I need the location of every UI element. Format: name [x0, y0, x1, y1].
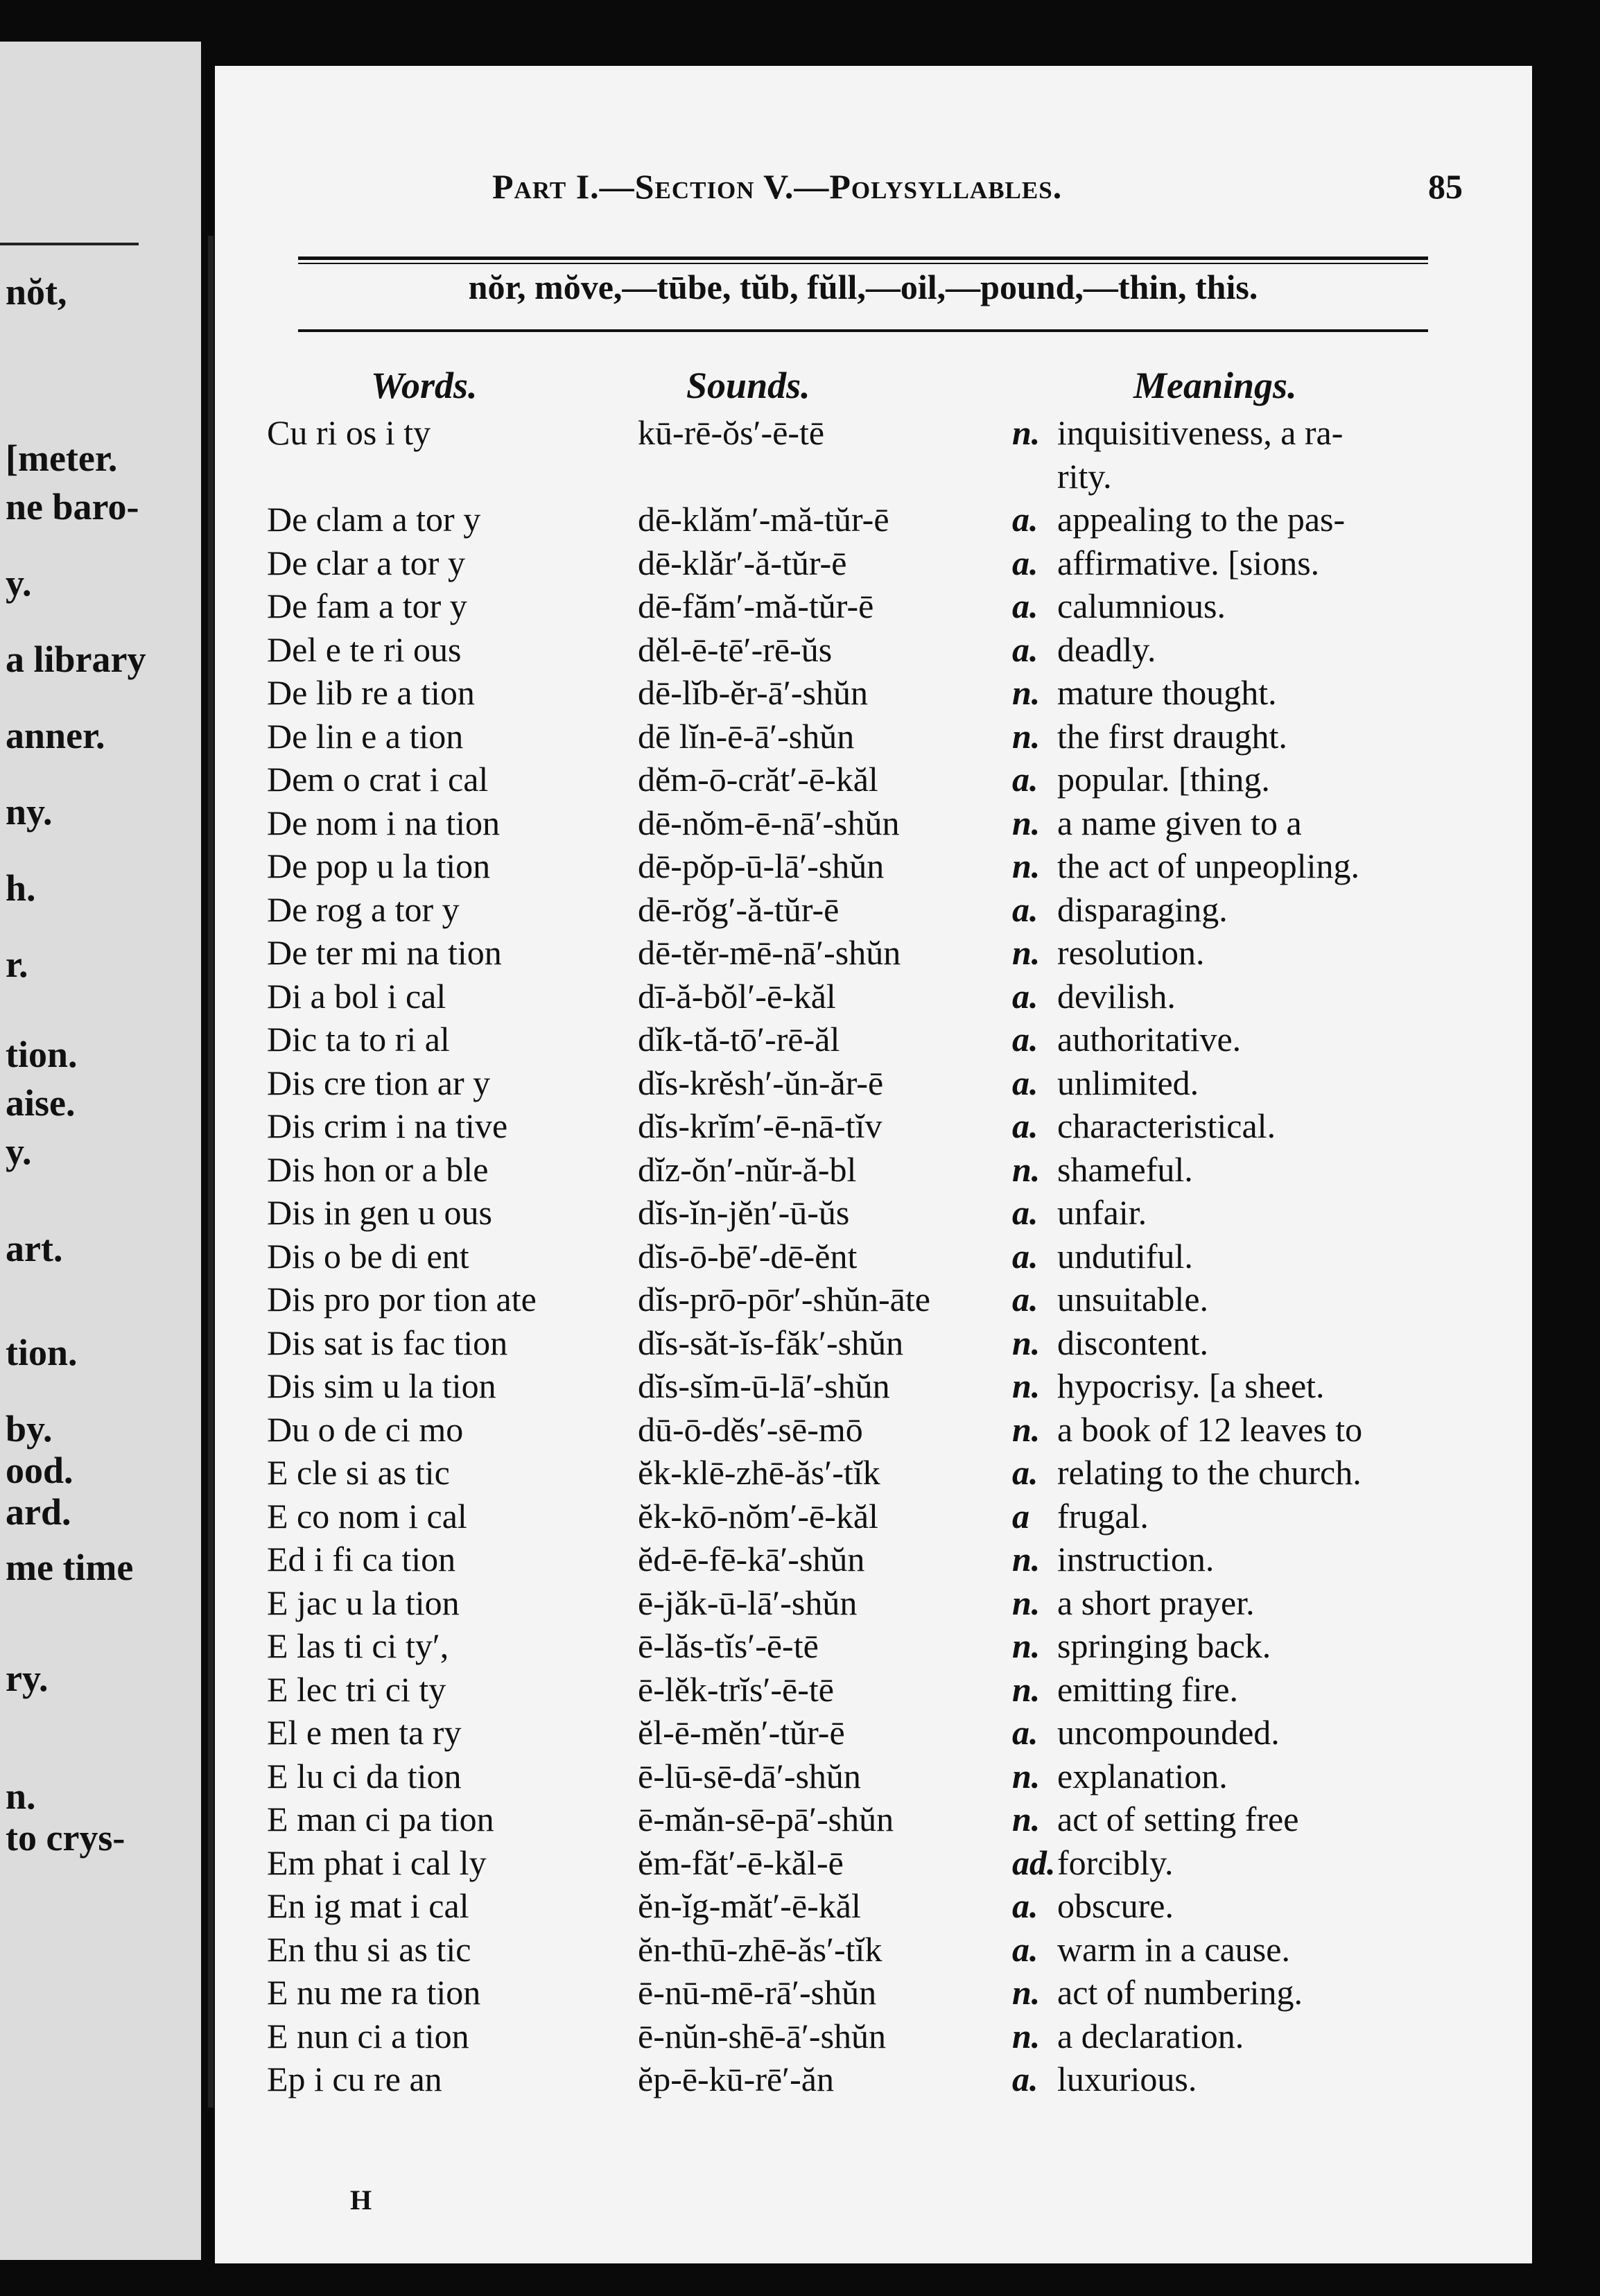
binding-edge: [208, 236, 214, 2107]
top-rule-thin: [298, 263, 1428, 264]
word-entry: [215, 1452, 1532, 1496]
entry-sound: ĕd-ē-fē-kā′-shŭn: [638, 1540, 865, 1578]
entry-part-of-speech: n.: [1012, 1756, 1041, 1795]
entry-word: Dis sat is fac tion: [267, 1323, 508, 1362]
entry-word: El e men ta ry: [267, 1713, 462, 1752]
entry-sound: ē-lū-sē-dā′-shŭn: [638, 1756, 861, 1795]
entry-word: E nu me ra tion: [267, 1973, 481, 2012]
entry-sound: dĭz-ŏn′-nŭr-ă-bl: [638, 1149, 857, 1189]
entry-part-of-speech: a.: [1012, 543, 1038, 582]
facing-page-fragment: by.: [6, 1408, 53, 1450]
entry-part-of-speech: a.: [1012, 1236, 1038, 1276]
entry-word: Dic ta to ri al: [267, 1020, 450, 1059]
entry-meaning: springing back.: [1057, 1626, 1271, 1665]
entry-sound: dī-ă-bŏl′-ē-kăl: [638, 976, 836, 1016]
entry-word: Em phat i cal ly: [267, 1843, 487, 1882]
entry-part-of-speech: a.: [1012, 889, 1038, 929]
facing-page-fragment: r.: [6, 943, 28, 985]
entry-sound: dĕm-ō-crăt′-ē-kăl: [638, 760, 878, 799]
entry-part-of-speech: a.: [1012, 1193, 1038, 1232]
entry-word: Dis in gen u ous: [267, 1193, 492, 1232]
entry-sound: dĭk-tă-tō′-rē-ăl: [638, 1020, 840, 1059]
facing-page-fragment: a library: [6, 638, 146, 680]
entry-sound: ē-nŭn-shē-ā′-shŭn: [638, 2016, 887, 2055]
entry-meaning: relating to the church.: [1057, 1453, 1362, 1492]
entry-part-of-speech: ad.: [1012, 1843, 1056, 1882]
running-head: [492, 166, 1463, 222]
facing-page-fragment: ard.: [6, 1491, 71, 1533]
entry-meaning: forcibly.: [1057, 1843, 1174, 1882]
word-entry: [215, 629, 1532, 673]
entry-meaning: obscure.: [1057, 1886, 1174, 1925]
entry-word: Dis sim u la tion: [267, 1366, 496, 1405]
entry-meaning: a declaration.: [1057, 2016, 1244, 2055]
entry-meaning: a name given to a: [1057, 803, 1302, 842]
entry-meaning: unfair.: [1057, 1193, 1147, 1232]
word-entry: [215, 1972, 1532, 2016]
entry-meaning: inquisitiveness, a ra-: [1057, 413, 1344, 452]
facing-page-fragment: [meter.: [6, 437, 118, 479]
entry-part-of-speech: n.: [1012, 673, 1041, 712]
entry-word: Dis crim i na tive: [267, 1106, 508, 1145]
facing-page-fragment: art.: [6, 1228, 63, 1269]
entry-word: E lu ci da tion: [267, 1756, 462, 1795]
entry-sound: dē-făm′-mă-tŭr-ē: [638, 586, 874, 625]
word-entry: [215, 759, 1532, 803]
word-entry: [215, 1279, 1532, 1323]
entry-word: E las ti ci ty′,: [267, 1626, 449, 1665]
entry-sound: ĕk-klē-zhē-ăs′-tĭk: [638, 1453, 880, 1492]
word-entry: [215, 803, 1532, 846]
word-entry: [215, 2016, 1532, 2060]
word-entry: [215, 1409, 1532, 1453]
entry-word: Ed i fi ca tion: [267, 1540, 456, 1578]
entry-word: Del e te ri ous: [267, 629, 462, 669]
word-entry: [215, 1019, 1532, 1063]
entry-meaning: deadly.: [1057, 629, 1156, 669]
entry-part-of-speech: n.: [1012, 803, 1041, 842]
entry-meaning: discontent.: [1057, 1323, 1209, 1362]
entry-meaning: the first draught.: [1057, 716, 1287, 756]
entry-part-of-speech: n.: [1012, 1540, 1041, 1578]
entry-meaning: luxurious.: [1057, 2060, 1197, 2098]
entry-meaning: characteristical.: [1057, 1106, 1276, 1145]
entry-sound: dē-nŏm-ē-nā′-shŭn: [638, 803, 900, 842]
entry-sound: dĭs-săt-ĭs-făk′-shŭn: [638, 1323, 904, 1362]
entry-word: Dis o be di ent: [267, 1236, 469, 1276]
word-entry: [215, 1843, 1532, 1886]
facing-page-rule: [0, 243, 139, 245]
entry-meaning: calumnious.: [1057, 586, 1226, 625]
facing-page-fragment: ne baro-: [6, 486, 139, 528]
facing-page-fragment: n.: [6, 1775, 36, 1817]
entry-word: En ig mat i cal: [267, 1886, 469, 1925]
entry-word: Du o de ci mo: [267, 1409, 464, 1449]
entry-part-of-speech: a.: [1012, 2060, 1038, 2098]
entry-meaning: a short prayer.: [1057, 1583, 1255, 1622]
entry-part-of-speech: a.: [1012, 976, 1038, 1016]
entry-part-of-speech: n.: [1012, 716, 1041, 756]
entry-meaning: explanation.: [1057, 1756, 1228, 1795]
word-entry: [215, 846, 1532, 889]
entry-part-of-speech: n.: [1012, 1323, 1041, 1362]
entry-meaning: affirmative. [sions.: [1057, 543, 1320, 582]
entry-part-of-speech: a.: [1012, 586, 1038, 625]
entry-word: Dis hon or a ble: [267, 1149, 489, 1189]
word-entry: [215, 412, 1532, 456]
entry-meaning: resolution.: [1057, 933, 1205, 972]
entry-meaning: authoritative.: [1057, 1020, 1242, 1059]
running-head-title: Part I.—Section V.—Polysyllables.: [492, 167, 1063, 206]
entry-meaning: unsuitable.: [1057, 1280, 1209, 1319]
entry-part-of-speech: n.: [1012, 2016, 1041, 2055]
word-entry: [215, 1539, 1532, 1583]
word-entry: [215, 1192, 1532, 1236]
entry-meaning: disparaging.: [1057, 889, 1228, 929]
word-entry: [215, 1323, 1532, 1366]
facing-page-fragment: ry.: [6, 1658, 49, 1699]
word-entry: [215, 1583, 1532, 1626]
entry-word: Dis pro por tion ate: [267, 1280, 537, 1319]
word-entry: [215, 1149, 1532, 1193]
entry-part-of-speech: a.: [1012, 1713, 1038, 1752]
entry-word: En thu si as tic: [267, 1929, 471, 1969]
entry-meaning: a book of 12 leaves to: [1057, 1409, 1363, 1449]
entry-sound: dĭs-ĭn-jĕn′-ū-ŭs: [638, 1193, 850, 1232]
entry-part-of-speech: n.: [1012, 1626, 1041, 1665]
facing-page-fragment: nŏt,: [6, 271, 67, 313]
facing-page: [0, 42, 201, 2260]
entry-meaning: devilish.: [1057, 976, 1176, 1016]
entry-word: Dis cre tion ar y: [267, 1063, 491, 1102]
entry-sound: dē lĭn-ē-ā′-shŭn: [638, 716, 855, 756]
entry-sound: dū-ō-dĕs′-sē-mō: [638, 1409, 863, 1449]
entry-sound: dĭs-prō-pōr′-shŭn-āte: [638, 1280, 930, 1319]
pronunciation-key: nŏr, mŏve,—tūbe, tŭb, fŭll,—oil,—pound,—thin, this.: [468, 268, 1258, 306]
entry-meaning: undutiful.: [1057, 1236, 1193, 1276]
entry-sound: dĭs-krĭm′-ē-nā-tĭv: [638, 1106, 882, 1145]
facing-page-fragment: me time: [6, 1547, 134, 1588]
entry-sound: dē-klăm′-mă-tŭr-ē: [638, 500, 889, 539]
entry-sound: dĭs-krĕsh′-ŭn-ăr-ē: [638, 1063, 884, 1102]
entry-meaning: appealing to the pas-: [1057, 500, 1346, 539]
word-entry: [215, 1799, 1532, 1843]
entry-meaning: frugal.: [1057, 1496, 1149, 1536]
entry-sound: ĕp-ē-kū-rē′-ăn: [638, 2060, 834, 2098]
facing-page-fragment: aise.: [6, 1082, 76, 1124]
entry-part-of-speech: a.: [1012, 1020, 1038, 1059]
entry-part-of-speech: n.: [1012, 1583, 1041, 1622]
entry-part-of-speech: a.: [1012, 1929, 1038, 1969]
entry-part-of-speech: a.: [1012, 1106, 1038, 1145]
entry-sound: ĕl-ē-mĕn′-tŭr-ē: [638, 1713, 845, 1752]
entry-sound: ĕm-făt′-ē-kăl-ē: [638, 1843, 844, 1882]
entry-part-of-speech: n.: [1012, 1669, 1041, 1709]
entry-part-of-speech: n.: [1012, 1409, 1041, 1449]
facing-page-fragment: anner.: [6, 715, 105, 756]
entry-word: De nom i na tion: [267, 803, 501, 842]
entry-sound: dĭs-sĭm-ū-lā′-shŭn: [638, 1366, 890, 1405]
page-number: 85: [1428, 167, 1463, 206]
entry-meaning: popular. [thing.: [1057, 760, 1270, 799]
facing-page-fragment: h.: [6, 867, 36, 909]
word-entry: [215, 1626, 1532, 1669]
word-entry: [215, 976, 1532, 1020]
entry-meaning: hypocrisy. [a sheet.: [1057, 1366, 1325, 1405]
word-entry: [215, 499, 1532, 543]
word-entry: [215, 672, 1532, 716]
entry-word: De fam a tor y: [267, 586, 467, 625]
entry-sound: dē-pŏp-ū-lā′-shŭn: [638, 846, 885, 885]
facing-page-fragment: tion.: [6, 1034, 78, 1075]
entry-part-of-speech: a.: [1012, 1886, 1038, 1925]
entry-word: De clam a tor y: [267, 500, 481, 539]
sounds-column-heading: Sounds.: [686, 365, 810, 406]
words-column-heading: Words.: [371, 365, 478, 406]
entry-sound: ē-lăs-tĭs′-ē-tē: [638, 1626, 819, 1665]
entry-sound: kū-rē-ŏs′-ē-tē: [638, 413, 825, 452]
word-entry: [215, 1106, 1532, 1149]
entry-sound: ē-lĕk-trĭs′-ē-tē: [638, 1669, 834, 1709]
entry-sound: ē-măn-sē-pā′-shŭn: [638, 1800, 894, 1838]
entry-word: De lib re a tion: [267, 673, 475, 712]
entry-word: De lin e a tion: [267, 716, 464, 756]
entry-word: De ter mi na tion: [267, 933, 502, 972]
facing-page-fragment: to crys-: [6, 1817, 125, 1859]
entry-part-of-speech: a.: [1012, 1063, 1038, 1102]
word-entry: [215, 2059, 1532, 2103]
entry-word: Di a bol i cal: [267, 976, 446, 1016]
entry-sound: dē-lĭb-ĕr-ā′-shŭn: [638, 673, 869, 712]
entry-sound: dē-rŏg′-ă-tŭr-ē: [638, 889, 840, 929]
entry-part-of-speech: a.: [1012, 1453, 1038, 1492]
entry-word: E nun ci a tion: [267, 2016, 469, 2055]
word-entry: [215, 1236, 1532, 1280]
entry-part-of-speech: n.: [1012, 1366, 1041, 1405]
entry-part-of-speech: n.: [1012, 933, 1041, 972]
meanings-column-heading: Meanings.: [1133, 365, 1297, 406]
word-entry: [215, 889, 1532, 933]
word-entry: [215, 586, 1532, 629]
entry-meaning: mature thought.: [1057, 673, 1277, 712]
entry-word: E co nom i cal: [267, 1496, 467, 1536]
facing-page-fragment: y.: [6, 1131, 32, 1172]
entry-word: Cu ri os i ty: [267, 413, 431, 452]
entry-word: De clar a tor y: [267, 543, 465, 582]
entry-word: E lec tri ci ty: [267, 1669, 446, 1709]
entry-sound: ē-nū-mē-rā′-shŭn: [638, 1973, 877, 2012]
entry-part-of-speech: a.: [1012, 1280, 1038, 1319]
entry-meaning: act of setting free: [1057, 1800, 1299, 1838]
facing-page-fragment: y.: [6, 562, 32, 604]
entry-meaning: warm in a cause.: [1057, 1929, 1290, 1969]
entry-part-of-speech: n.: [1012, 1800, 1041, 1838]
key-rule: [298, 329, 1428, 332]
entry-word: E cle si as tic: [267, 1453, 450, 1492]
word-entry: [215, 1756, 1532, 1800]
entry-part-of-speech: a.: [1012, 760, 1038, 799]
entry-sound: dē-klăr′-ă-tŭr-ē: [638, 543, 847, 582]
word-entry: [215, 1669, 1532, 1713]
word-entry: [215, 1929, 1532, 1973]
entry-word: Ep i cu re an: [267, 2060, 442, 2098]
entry-sound: ĕn-thū-zhē-ăs′-tĭk: [638, 1929, 882, 1969]
entry-word: E man ci pa tion: [267, 1800, 494, 1838]
word-entry: [215, 1496, 1532, 1540]
entry-sound: ĕn-ĭg-măt′-ē-kăl: [638, 1886, 861, 1925]
word-entry: [215, 1886, 1532, 1929]
entry-word: De pop u la tion: [267, 846, 491, 885]
entry-part-of-speech: n.: [1012, 1149, 1041, 1189]
entry-meaning: uncompounded.: [1057, 1713, 1280, 1752]
book-page: [215, 66, 1532, 2263]
word-entry: [215, 543, 1532, 586]
entry-part-of-speech: n.: [1012, 1973, 1041, 2012]
word-entry: [215, 1712, 1532, 1756]
word-entry: [215, 456, 1532, 500]
entry-meaning: rity.: [1057, 456, 1112, 496]
top-rule: [298, 256, 1428, 260]
facing-page-fragment: ny.: [6, 791, 53, 833]
entry-part-of-speech: n.: [1012, 846, 1041, 885]
word-entry: [215, 1366, 1532, 1409]
word-list: [215, 412, 1532, 2103]
entry-sound: ĕk-kō-nŏm′-ē-kăl: [638, 1496, 878, 1536]
entry-meaning: instruction.: [1057, 1540, 1215, 1578]
entry-word: De rog a tor y: [267, 889, 460, 929]
entry-sound: dĕl-ē-tē′-rē-ŭs: [638, 629, 833, 669]
word-entry: [215, 932, 1532, 976]
word-entry: [215, 716, 1532, 760]
signature-mark: H: [350, 2184, 372, 2216]
facing-page-fragment: ood.: [6, 1450, 73, 1491]
entry-meaning: shameful.: [1057, 1149, 1193, 1189]
entry-meaning: emitting fire.: [1057, 1669, 1239, 1709]
entry-word: Dem o crat i cal: [267, 760, 489, 799]
entry-part-of-speech: a.: [1012, 500, 1038, 539]
entry-meaning: act of numbering.: [1057, 1973, 1303, 2012]
entry-meaning: the act of unpeopling.: [1057, 846, 1359, 885]
entry-meaning: unlimited.: [1057, 1063, 1199, 1102]
word-entry: [215, 1063, 1532, 1106]
entry-word: E jac u la tion: [267, 1583, 460, 1622]
entry-part-of-speech: a.: [1012, 629, 1038, 669]
entry-sound: dē-tĕr-mē-nā′-shŭn: [638, 933, 901, 972]
entry-part-of-speech: a: [1012, 1496, 1029, 1536]
entry-sound: dĭs-ō-bē′-dē-ĕnt: [638, 1236, 858, 1276]
entry-sound: ē-jăk-ū-lā′-shŭn: [638, 1583, 858, 1622]
facing-page-fragment: tion.: [6, 1332, 78, 1373]
entry-part-of-speech: n.: [1012, 413, 1041, 452]
